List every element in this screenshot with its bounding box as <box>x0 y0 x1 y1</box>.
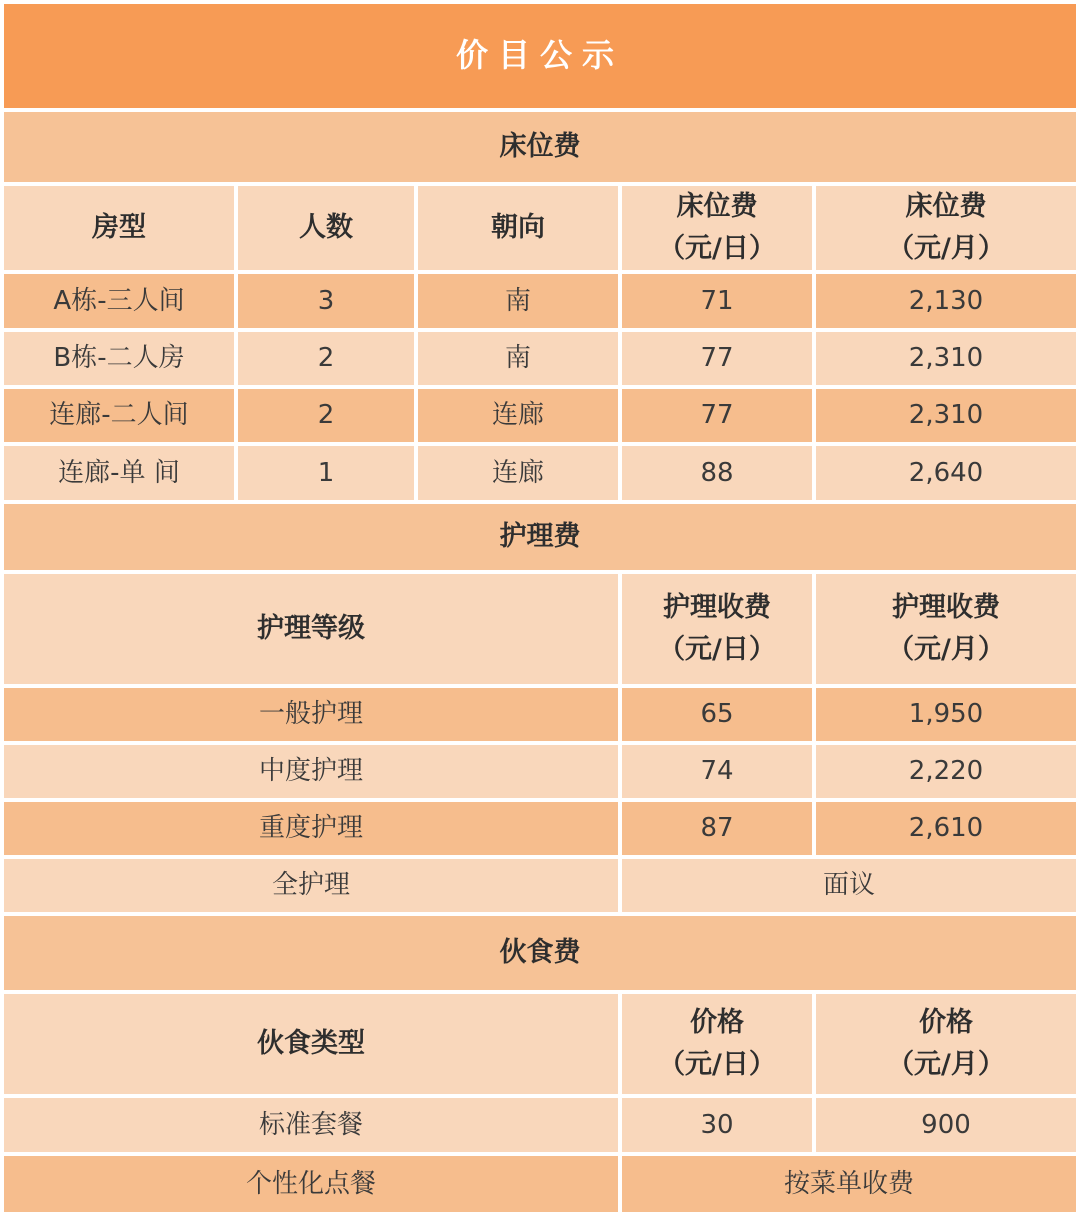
custom-meal-price: 按菜单收费 <box>622 1156 1076 1212</box>
header-meal-daily: 价格 （元/日） <box>622 994 812 1094</box>
bed-row-orientation: 连廊 <box>418 446 618 500</box>
care-row-daily: 74 <box>622 745 812 798</box>
header-care-level: 护理等级 <box>4 574 618 684</box>
full-care-price: 面议 <box>622 859 1076 912</box>
bed-row-orientation: 南 <box>418 274 618 328</box>
bed-row-monthly: 2,640 <box>816 446 1076 500</box>
bed-row-room: 连廊-单 间 <box>4 446 234 500</box>
custom-meal-label: 个性化点餐 <box>4 1156 618 1212</box>
full-care-label: 全护理 <box>4 859 618 912</box>
care-row-level: 中度护理 <box>4 745 618 798</box>
care-row-daily: 65 <box>622 688 812 741</box>
header-meal-monthly: 价格 （元/月） <box>816 994 1076 1094</box>
bed-row-daily: 71 <box>622 274 812 328</box>
meal-section-title: 伙食费 <box>4 916 1076 990</box>
bed-row-daily: 77 <box>622 332 812 385</box>
bed-row-orientation: 连廊 <box>418 389 618 442</box>
header-care-daily: 护理收费 （元/日） <box>622 574 812 684</box>
bed-row-occupants: 1 <box>238 446 414 500</box>
meal-row-type: 标准套餐 <box>4 1098 618 1152</box>
bed-row-occupants: 2 <box>238 389 414 442</box>
page-title: 价目公示 <box>4 4 1076 108</box>
care-row-monthly: 2,220 <box>816 745 1076 798</box>
bed-row-monthly: 2,310 <box>816 332 1076 385</box>
bed-row-daily: 77 <box>622 389 812 442</box>
bed-row-monthly: 2,310 <box>816 389 1076 442</box>
bed-row-occupants: 3 <box>238 274 414 328</box>
bed-row-room: 连廊-二人间 <box>4 389 234 442</box>
header-room-type: 房型 <box>4 186 234 270</box>
care-row-level: 重度护理 <box>4 802 618 855</box>
care-row-monthly: 1,950 <box>816 688 1076 741</box>
bed-section-title: 床位费 <box>4 112 1076 182</box>
meal-row-monthly: 900 <box>816 1098 1076 1152</box>
bed-row-occupants: 2 <box>238 332 414 385</box>
meal-row-daily: 30 <box>622 1098 812 1152</box>
care-row-daily: 87 <box>622 802 812 855</box>
care-row-level: 一般护理 <box>4 688 618 741</box>
header-bed-daily: 床位费 （元/日） <box>622 186 812 270</box>
bed-row-room: B栋-二人房 <box>4 332 234 385</box>
care-section-title: 护理费 <box>4 504 1076 570</box>
header-meal-type: 伙食类型 <box>4 994 618 1094</box>
header-orientation: 朝向 <box>418 186 618 270</box>
bed-row-room: A栋-三人间 <box>4 274 234 328</box>
header-occupants: 人数 <box>238 186 414 270</box>
header-bed-monthly: 床位费 （元/月） <box>816 186 1076 270</box>
care-row-monthly: 2,610 <box>816 802 1076 855</box>
header-care-monthly: 护理收费 （元/月） <box>816 574 1076 684</box>
bed-row-daily: 88 <box>622 446 812 500</box>
bed-row-orientation: 南 <box>418 332 618 385</box>
bed-row-monthly: 2,130 <box>816 274 1076 328</box>
